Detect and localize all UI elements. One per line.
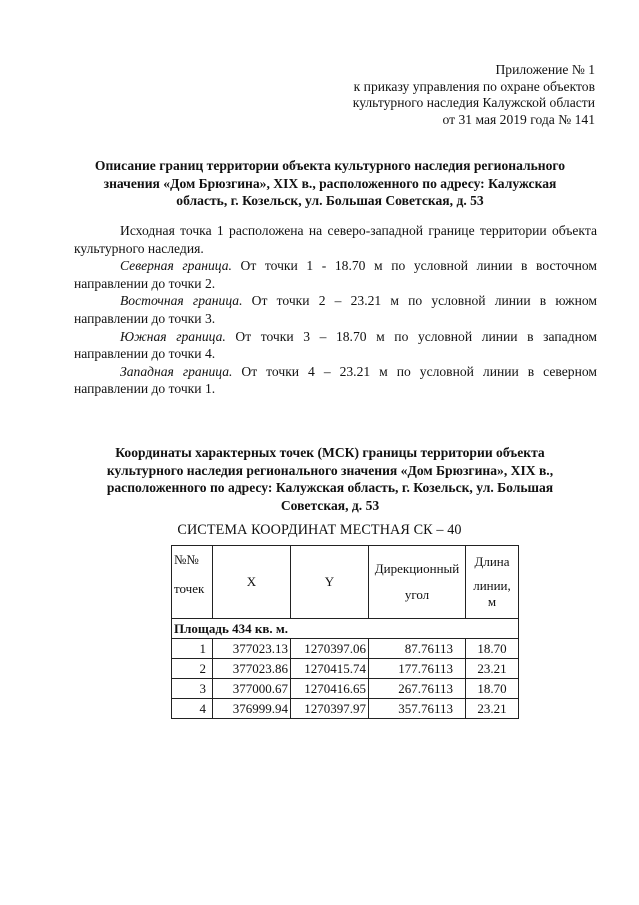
header-y: Y: [291, 546, 369, 619]
west-boundary-label: Западная граница.: [120, 363, 233, 379]
north-boundary-text: От точки 1 - 18.70 м по условной линии в восточном направлении до точки 2.: [74, 258, 598, 291]
heading-line: Координаты характерных точек (МСК) границы территории объекта: [115, 445, 545, 460]
heading-line: культурного наследия регионального значения «Дом Брюзгина», XIX в.,: [106, 462, 554, 478]
heading-line: Советская, д. 53: [280, 497, 380, 513]
appendix-line: от 31 мая 2019 года № 141: [442, 111, 595, 127]
south-boundary-paragraph: [74, 328, 597, 363]
cell-point-number: 4: [172, 699, 213, 719]
west-boundary-paragraph: [74, 363, 597, 398]
table-row: [172, 659, 519, 679]
header-direction-angle: Дирекционный угол: [369, 546, 466, 619]
coordinate-system-title: СИСТЕМА КООРДИНАТ МЕСТНАЯ СК – 40: [177, 522, 462, 538]
south-boundary-text: От точки 3 – 18.70 м по условной линии в западном направлении до точки 4.: [74, 328, 598, 362]
cell-line-length: 18.70: [466, 679, 519, 699]
header-x: X: [213, 546, 291, 619]
appendix-note: [353, 62, 595, 128]
north-boundary-label: Северная граница.: [120, 258, 232, 274]
heading-line: значения «Дом Брюзгина», XIX в., расположенного по адресу: Калужская: [103, 175, 557, 191]
area-cell: Площадь 434 кв. м.: [172, 619, 519, 639]
cell-direction-angle: 177.76113: [369, 659, 466, 679]
cell-line-length: 23.21: [466, 659, 519, 679]
appendix-line: к приказу управления по охране объектов: [353, 78, 595, 94]
cell-x: 377023.13: [213, 639, 291, 659]
cell-point-number: 2: [172, 659, 213, 679]
cell-line-length: 23.21: [466, 699, 519, 719]
coordinates-table: [171, 545, 519, 719]
header-point-number: №№ точек: [172, 546, 213, 619]
east-boundary-label: Восточная граница.: [120, 293, 243, 309]
appendix-line: Приложение № 1: [495, 62, 595, 77]
cell-line-length: 18.70: [466, 639, 519, 659]
boundary-description: [74, 222, 597, 398]
cell-point-number: 3: [172, 679, 213, 699]
cell-direction-angle: 87.76113: [369, 639, 466, 659]
cell-direction-angle: 357.76113: [369, 699, 466, 719]
coordinates-heading: [60, 444, 600, 514]
table-row: [172, 679, 519, 699]
boundary-description-heading: [60, 157, 600, 210]
east-boundary-paragraph: [74, 292, 597, 327]
cell-y: 1270416.65: [291, 679, 369, 699]
cell-x: 377023.86: [213, 659, 291, 679]
header-line-length: Длина линии, м: [466, 546, 519, 619]
area-row: [172, 619, 519, 639]
heading-line: Описание границ территории объекта культурного наследия регионального: [94, 158, 566, 173]
heading-line: расположенного по адресу: Калужская область, г. Козельск, ул. Большая: [106, 480, 554, 495]
east-boundary-text: От точки 2 – 23.21 м по условной линии в южном направлении до точки 3.: [74, 293, 597, 326]
west-boundary-text: От точки 4 – 23.21 м по условной линии в северном направлении до точки 1.: [74, 363, 597, 397]
cell-direction-angle: 267.76113: [369, 679, 466, 699]
cell-x: 377000.67: [213, 679, 291, 699]
intro-paragraph: Исходная точка 1 расположена на северо-западной границе территории объекта культурного наследия.: [74, 223, 597, 256]
table-header-row: [172, 546, 519, 619]
appendix-line: культурного наследия Калужской области: [352, 95, 595, 110]
cell-x: 376999.94: [213, 699, 291, 719]
heading-line: область, г. Козельск, ул. Большая Советская, д. 53: [176, 193, 484, 208]
table-row: [172, 699, 519, 719]
cell-point-number: 1: [172, 639, 213, 659]
table-row: [172, 639, 519, 659]
north-boundary-paragraph: [74, 257, 597, 292]
south-boundary-label: Южная граница.: [120, 328, 226, 344]
cell-y: 1270415.74: [291, 659, 369, 679]
cell-y: 1270397.06: [291, 639, 369, 659]
cell-y: 1270397.97: [291, 699, 369, 719]
